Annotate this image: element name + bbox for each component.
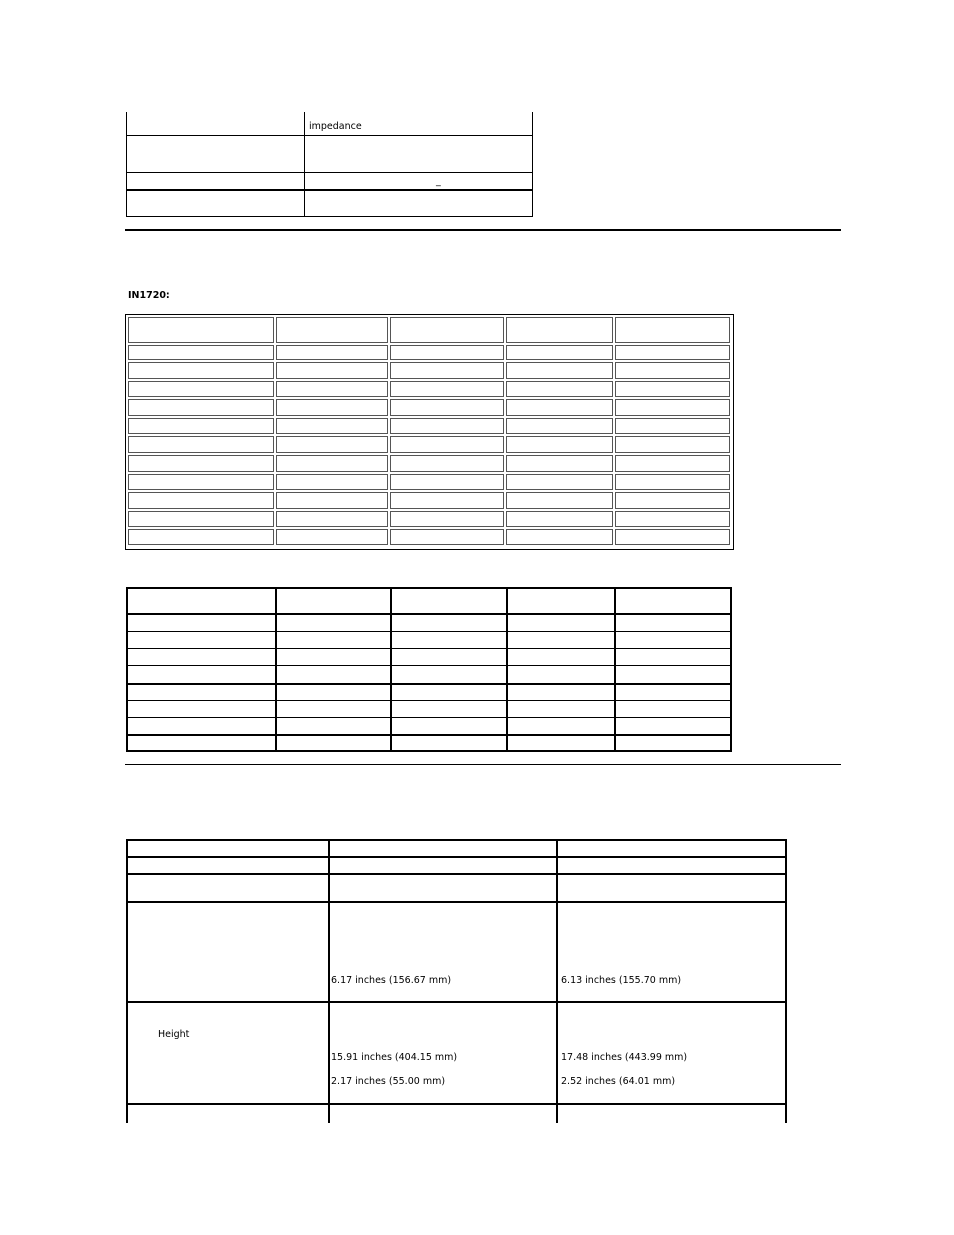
section-divider bbox=[125, 229, 841, 231]
table-row-line bbox=[126, 901, 787, 903]
table-cell bbox=[128, 399, 274, 416]
table-cell bbox=[390, 529, 504, 545]
table-cell bbox=[390, 381, 504, 397]
table-cell bbox=[128, 317, 274, 343]
table-cell bbox=[506, 362, 613, 379]
table-row-line bbox=[126, 873, 787, 875]
table-row-line bbox=[126, 216, 533, 217]
table-cell bbox=[615, 529, 730, 545]
table-cell bbox=[506, 345, 613, 360]
preset-modes-table bbox=[125, 314, 734, 550]
table-cell bbox=[276, 362, 388, 379]
table-row-line bbox=[126, 683, 731, 685]
table-cell bbox=[615, 381, 730, 397]
depth-value-a: 6.17 inches (156.67 mm) bbox=[331, 975, 452, 986]
table-cell bbox=[276, 345, 388, 360]
table-row-line bbox=[126, 700, 731, 701]
model-label: IN1720: bbox=[128, 290, 170, 301]
table-cell bbox=[276, 492, 388, 509]
table-row-line bbox=[126, 717, 731, 718]
table-cell bbox=[506, 317, 613, 343]
height-label: Height bbox=[158, 1029, 190, 1040]
table-cell bbox=[506, 381, 613, 397]
table-row-line bbox=[126, 856, 787, 858]
table-cell bbox=[506, 436, 613, 453]
table-column-line bbox=[730, 587, 732, 752]
table-border-left bbox=[126, 112, 127, 217]
table-cell bbox=[615, 511, 730, 527]
table-cell bbox=[390, 436, 504, 453]
table-cell bbox=[615, 436, 730, 453]
table-row-line bbox=[126, 665, 731, 666]
table-cell bbox=[276, 418, 388, 434]
table-cell bbox=[390, 511, 504, 527]
impedance-text: impedance bbox=[309, 121, 362, 132]
table-cell bbox=[390, 418, 504, 434]
table-row-line bbox=[126, 1001, 787, 1003]
table-cell bbox=[506, 529, 613, 545]
table-cell bbox=[276, 436, 388, 453]
table-cell bbox=[128, 345, 274, 360]
table-cell bbox=[390, 399, 504, 416]
table-cell bbox=[128, 436, 274, 453]
table-cell bbox=[276, 317, 388, 343]
table-border-right bbox=[532, 112, 533, 217]
table-cell bbox=[276, 399, 388, 416]
table-cell bbox=[390, 362, 504, 379]
table-cell bbox=[128, 362, 274, 379]
table-cell bbox=[615, 455, 730, 472]
table-column-line bbox=[275, 587, 277, 752]
width-value-b: 2.52 inches (64.01 mm) bbox=[561, 1076, 676, 1087]
table-cell bbox=[615, 317, 730, 343]
table-cell bbox=[276, 529, 388, 545]
table-column-line bbox=[328, 839, 330, 1123]
table-cell bbox=[128, 455, 274, 472]
table-column-line bbox=[506, 587, 508, 752]
table-cell bbox=[615, 418, 730, 434]
table-row-line bbox=[126, 839, 787, 841]
table-cell bbox=[128, 492, 274, 509]
table-row-line bbox=[126, 613, 731, 615]
table-row-line bbox=[126, 1103, 787, 1105]
table-cell bbox=[128, 529, 274, 545]
table-row-line bbox=[126, 750, 731, 752]
table-cell bbox=[615, 345, 730, 360]
table-cell bbox=[390, 455, 504, 472]
underscore-mark: _ bbox=[436, 176, 441, 187]
table-cell bbox=[390, 492, 504, 509]
table-row-line bbox=[126, 587, 731, 589]
table-cell bbox=[506, 418, 613, 434]
table-cell bbox=[390, 345, 504, 360]
table-row-line bbox=[126, 189, 533, 191]
table-cell bbox=[506, 492, 613, 509]
table-row-line bbox=[126, 648, 731, 649]
table-column-line bbox=[390, 587, 392, 752]
table-cell bbox=[390, 317, 504, 343]
depth-value-b: 6.13 inches (155.70 mm) bbox=[561, 975, 682, 986]
table-row-line bbox=[126, 631, 731, 632]
table-column-line bbox=[614, 587, 616, 752]
table-cell bbox=[506, 511, 613, 527]
table-cell bbox=[615, 474, 730, 490]
table-cell bbox=[506, 455, 613, 472]
table-cell bbox=[128, 511, 274, 527]
table-row-line bbox=[126, 734, 731, 736]
height-value-b: 17.48 inches (443.99 mm) bbox=[561, 1052, 688, 1063]
height-value-a: 15.91 inches (404.15 mm) bbox=[331, 1052, 458, 1063]
table-cell bbox=[615, 362, 730, 379]
table-cell bbox=[390, 474, 504, 490]
table-cell bbox=[128, 418, 274, 434]
table-cell bbox=[128, 381, 274, 397]
table-column-line bbox=[556, 839, 558, 1123]
table-column-line bbox=[126, 839, 128, 1123]
table-cell bbox=[128, 474, 274, 490]
table-cell bbox=[506, 399, 613, 416]
width-value-a: 2.17 inches (55.00 mm) bbox=[331, 1076, 446, 1087]
table-row-line bbox=[126, 172, 533, 173]
table-column-line bbox=[126, 587, 128, 752]
table-cell bbox=[276, 381, 388, 397]
table-divider bbox=[304, 112, 305, 217]
table-cell bbox=[276, 511, 388, 527]
table-row-line bbox=[126, 135, 533, 136]
table-cell bbox=[276, 455, 388, 472]
table-cell bbox=[506, 474, 613, 490]
table-cell bbox=[615, 399, 730, 416]
table-column-line bbox=[785, 839, 787, 1123]
section-divider-2 bbox=[125, 764, 841, 765]
table-cell bbox=[276, 474, 388, 490]
table-cell bbox=[615, 492, 730, 509]
